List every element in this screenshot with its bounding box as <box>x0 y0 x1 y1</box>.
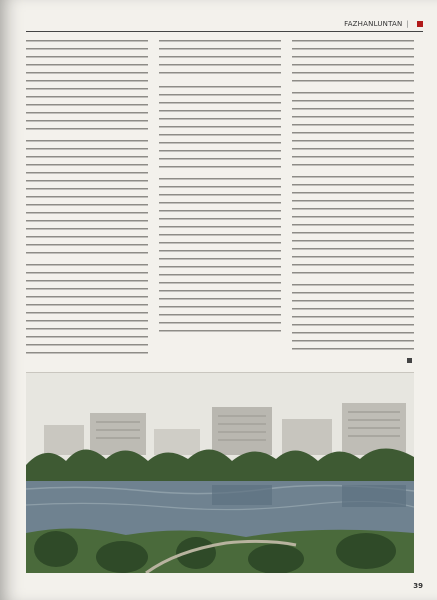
photo-building <box>90 413 146 455</box>
photo-reflection <box>342 485 406 507</box>
paragraph <box>292 176 414 280</box>
paragraph <box>159 178 281 338</box>
paragraph <box>292 40 414 88</box>
paragraph <box>26 264 148 360</box>
campus-photo-illustration <box>26 373 414 573</box>
paragraph <box>292 92 414 172</box>
paragraph <box>159 86 281 174</box>
running-head <box>344 20 423 28</box>
paragraph <box>26 140 148 260</box>
running-head-separator: | <box>406 20 409 28</box>
page-footer <box>408 582 423 590</box>
text-column-2 <box>159 40 281 360</box>
page-number: 39 <box>413 582 423 590</box>
editor-credit <box>292 356 414 364</box>
photo-reflection <box>212 485 272 505</box>
paragraph <box>159 40 281 80</box>
photo-building <box>282 419 332 455</box>
paragraph <box>26 40 148 136</box>
black-square-marker-icon <box>407 358 412 363</box>
campus-photo <box>26 372 414 573</box>
header-rule <box>26 31 423 32</box>
text-column-3 <box>292 40 414 360</box>
text-column-1 <box>26 40 148 360</box>
photo-building <box>44 425 84 455</box>
paragraph <box>292 284 414 356</box>
photo-building <box>154 429 200 455</box>
red-square-marker-icon <box>417 21 423 27</box>
magazine-name: FAZHANLUNTAN <box>344 20 403 28</box>
